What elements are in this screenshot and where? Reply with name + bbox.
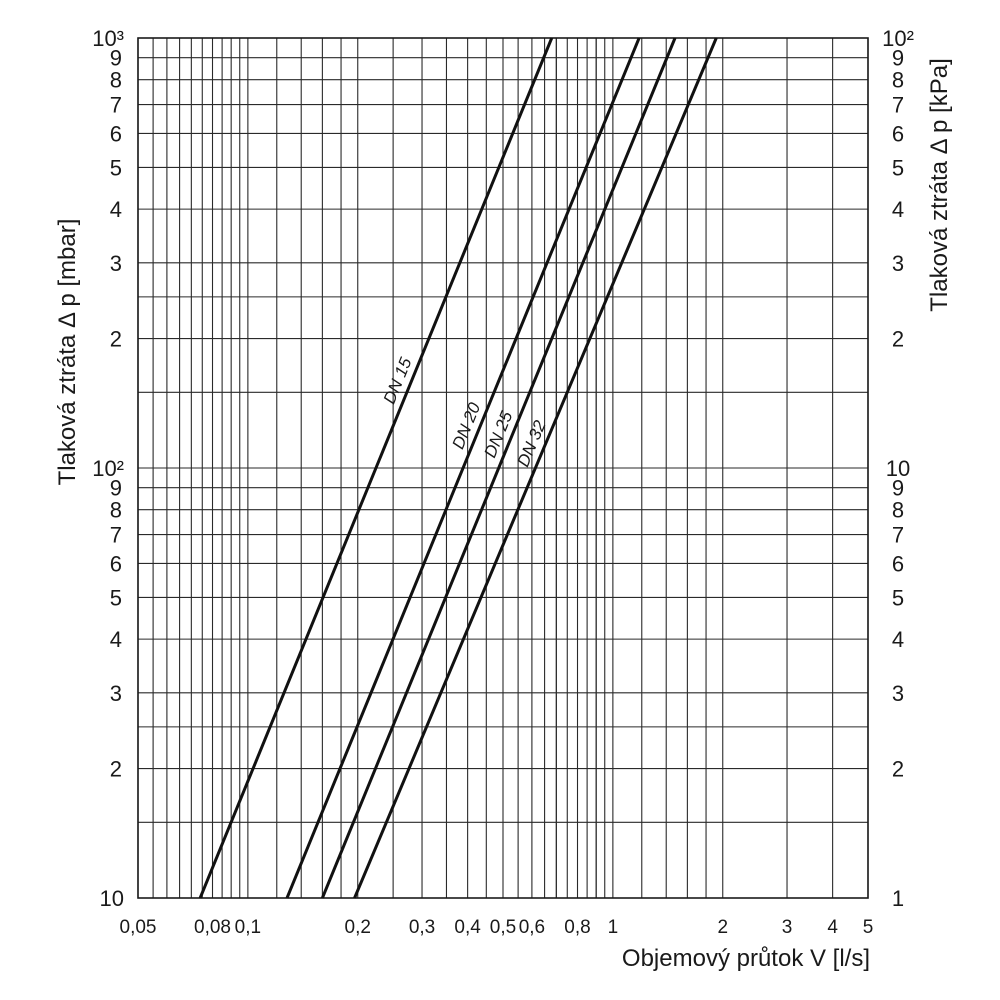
y-tick-label: 2 <box>109 756 122 782</box>
y-tick-label: 5 <box>109 155 122 181</box>
x-axis-title: Objemový průtok V [l/s] <box>621 945 870 972</box>
y-tick-label: 10² <box>92 456 124 481</box>
x-tick-label: 0,6 <box>518 917 546 938</box>
x-tick-label: 1 <box>607 917 619 938</box>
x-tick-label: 3 <box>781 917 793 938</box>
y2-tick-label: 7 <box>891 522 905 548</box>
y2-tick-label: 3 <box>891 250 905 276</box>
y-tick-label: 10 <box>99 886 124 911</box>
y2-tick-label: 2 <box>891 326 905 352</box>
series-label: DN 20 <box>448 399 485 452</box>
x-tick-label: 4 <box>827 917 838 938</box>
grid-minor <box>138 38 868 898</box>
y2-tick-label: 3 <box>891 680 905 706</box>
y-tick-label: 8 <box>109 67 122 93</box>
y-tick-label: 8 <box>109 497 122 523</box>
y-tick-label: 9 <box>109 475 122 501</box>
y2-tick-label: 5 <box>891 155 905 181</box>
y-tick-label: 7 <box>109 92 122 118</box>
y2-tick-label: 4 <box>891 197 905 223</box>
x-tick-label: 0,2 <box>344 917 371 938</box>
y-tick-label: 3 <box>109 680 122 706</box>
y-tick-label: 6 <box>109 121 122 147</box>
x-tick-label: 0,5 <box>489 917 517 938</box>
y2-tick-label: 10² <box>882 26 914 51</box>
y-tick-label: 3 <box>109 250 122 276</box>
x-tick-label: 0,4 <box>454 917 481 938</box>
y2-tick-label: 8 <box>891 67 905 93</box>
x-tick-label: 0,05 <box>119 917 157 938</box>
y2-tick-label: 4 <box>891 627 905 653</box>
y2-tick-label: 2 <box>891 756 905 782</box>
y-tick-label: 7 <box>109 522 122 548</box>
y-tick-label: 2 <box>109 326 122 352</box>
x-tick-label: 5 <box>862 917 874 938</box>
y-tick-label: 10³ <box>92 26 124 51</box>
y2-tick-label: 6 <box>891 551 905 577</box>
series-label: DN 15 <box>379 354 416 407</box>
y2-tick-label: 9 <box>891 45 905 71</box>
y-tick-label: 4 <box>109 197 122 223</box>
x-tick-label: 0,1 <box>234 917 262 938</box>
y-tick-label: 6 <box>109 551 122 577</box>
x-tick-label: 0,3 <box>408 917 436 938</box>
series-label: DN 32 <box>513 417 550 470</box>
y2-tick-label: 9 <box>891 475 905 501</box>
x-tick-label: 0,08 <box>194 917 231 938</box>
y2-tick-label: 7 <box>891 92 905 118</box>
y-tick-label: 5 <box>109 585 122 611</box>
y2-tick-label: 6 <box>891 121 905 147</box>
y2-tick-label: 10 <box>885 456 911 481</box>
y-tick-label: 9 <box>109 45 122 71</box>
x-tick-label: 0,8 <box>564 917 591 938</box>
y2-axis-title: Tlaková ztráta Δ p [kPa] <box>926 58 953 312</box>
series-label: DN 25 <box>480 408 517 461</box>
y-tick-label: 4 <box>109 627 122 653</box>
y2-tick-label: 1 <box>891 886 905 911</box>
x-tick-label: 2 <box>717 917 729 938</box>
y-axis-title: Tlaková ztráta Δ p [mbar] <box>54 218 81 486</box>
y2-tick-label: 5 <box>891 585 905 611</box>
y2-tick-label: 8 <box>891 497 905 523</box>
